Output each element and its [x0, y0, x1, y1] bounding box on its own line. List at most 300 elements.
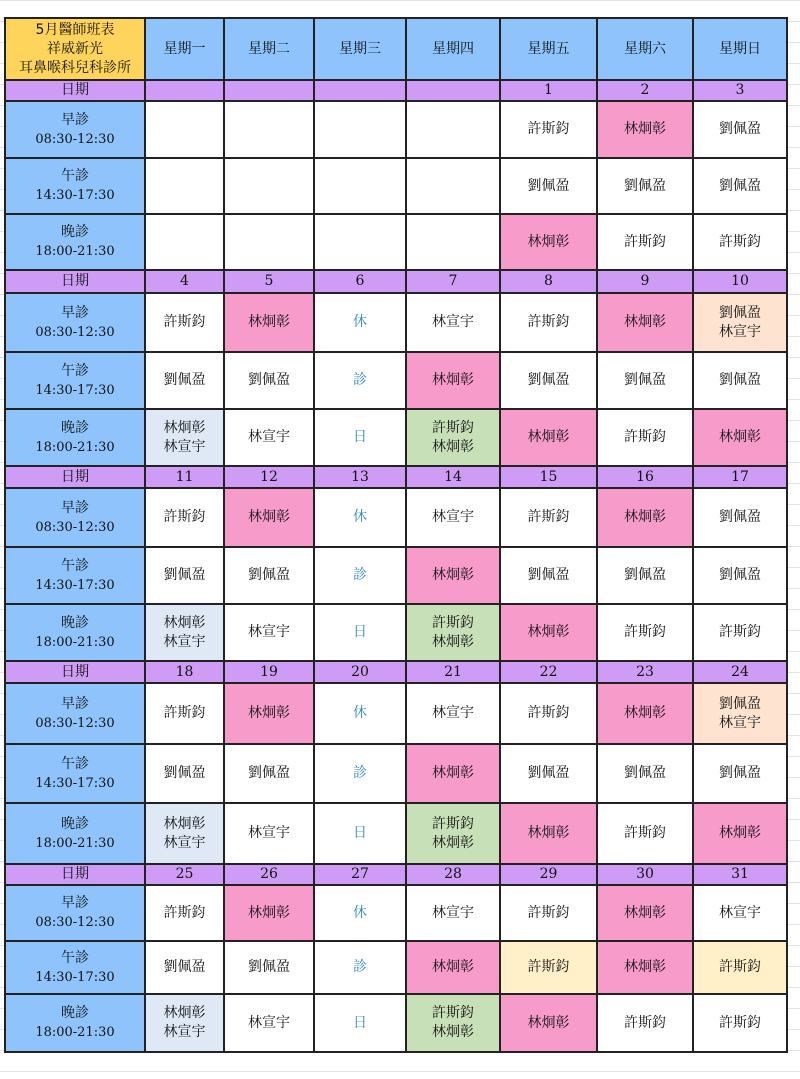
doctor-name: 林炯彰 — [248, 904, 290, 921]
doctor-cell[interactable] — [145, 488, 224, 547]
shift-name: 早診 — [61, 304, 89, 321]
closed-day-cell[interactable] — [314, 994, 406, 1052]
doctor-name: 劉佩盈 — [248, 959, 290, 975]
doctor-name: 林炯彰 — [624, 705, 666, 721]
shift-row — [5, 214, 787, 270]
doctor-name: 許斯鈞 — [624, 1014, 666, 1031]
doctor-cell[interactable] — [500, 683, 597, 744]
date-cell[interactable]: 25 — [145, 864, 224, 885]
shift-label[interactable] — [5, 604, 145, 661]
doctor-name: 劉佩盈 — [624, 177, 666, 194]
doctor-cell[interactable] — [406, 488, 500, 547]
date-cell[interactable]: 31 — [693, 864, 787, 885]
date-label[interactable]: 日期 — [5, 466, 145, 488]
doctor-name: 林宣宇 — [719, 714, 761, 731]
doctor-cell[interactable] — [693, 994, 787, 1052]
date-cell[interactable]: 2 — [597, 80, 693, 101]
date-cell[interactable]: 3 — [693, 80, 787, 101]
doctor-name: 林炯彰 — [719, 825, 761, 841]
doctor-cell[interactable] — [597, 158, 693, 214]
header-row — [5, 18, 787, 80]
date-cell[interactable]: 6 — [314, 270, 406, 293]
doctor-name: 林宣宇 — [163, 834, 206, 851]
date-cell[interactable]: 12 — [224, 466, 314, 488]
doctor-cell[interactable] — [145, 352, 224, 409]
doctor-cell[interactable] — [500, 158, 597, 214]
doctor-name: 林炯彰 — [432, 372, 474, 388]
doctor-name: 許斯鈞 — [163, 314, 206, 330]
shift-label[interactable] — [5, 683, 145, 744]
doctor-cell[interactable] — [145, 803, 224, 864]
doctor-name: 劉佩盈 — [163, 765, 206, 781]
doctor-cell[interactable] — [406, 293, 500, 352]
shift-time: 14:30-17:30 — [35, 969, 115, 985]
shift-time: 14:30-17:30 — [35, 188, 115, 203]
doctor-cell[interactable] — [500, 101, 597, 158]
doctor-name: 劉佩盈 — [248, 567, 290, 583]
shift-label[interactable] — [5, 744, 145, 803]
shift-time: 14:30-17:30 — [35, 577, 115, 593]
title-line: 5月醫師班表 — [35, 21, 115, 38]
doctor-cell[interactable] — [406, 941, 500, 994]
doctor-cell[interactable] — [500, 352, 597, 409]
doctor-name: 劉佩盈 — [624, 372, 666, 388]
doctor-cell[interactable] — [500, 293, 597, 352]
doctor-name: 劉佩盈 — [719, 695, 761, 712]
doctor-cell[interactable] — [314, 214, 406, 270]
shift-name: 晚診 — [61, 614, 89, 631]
doctor-cell[interactable] — [406, 409, 500, 466]
closed-day-cell[interactable] — [314, 547, 406, 604]
date-cell[interactable]: 18 — [145, 661, 224, 683]
closed-day-cell[interactable] — [314, 803, 406, 864]
doctor-cell[interactable] — [406, 352, 500, 409]
shift-time: 18:00-21:30 — [35, 439, 115, 455]
doctor-name: 林宣宇 — [432, 705, 474, 721]
doctor-cell[interactable] — [145, 547, 224, 604]
shift-row — [5, 885, 787, 941]
doctor-cell[interactable] — [597, 488, 693, 547]
day-header[interactable]: 星期三 — [314, 18, 406, 80]
doctor-name: 林宣宇 — [719, 323, 761, 340]
shift-name: 早診 — [61, 895, 89, 911]
shift-label[interactable] — [5, 488, 145, 547]
doctor-name: 林炯彰 — [432, 438, 474, 455]
shift-name: 早診 — [61, 111, 89, 128]
schedule-body — [5, 18, 787, 1052]
closed-label: 日 — [353, 825, 367, 841]
doctor-cell[interactable] — [597, 885, 693, 941]
date-cell[interactable]: 26 — [224, 864, 314, 885]
date-cell[interactable]: 21 — [406, 661, 500, 683]
date-cell[interactable]: 23 — [597, 661, 693, 683]
doctor-cell[interactable] — [406, 885, 500, 941]
title-line: 祥威新光 — [47, 40, 103, 57]
shift-label[interactable] — [5, 352, 145, 409]
shift-row — [5, 158, 787, 214]
closed-day-cell[interactable] — [314, 683, 406, 744]
doctor-cell[interactable] — [224, 744, 314, 803]
doctor-name: 林炯彰 — [163, 419, 206, 436]
doctor-cell[interactable] — [693, 885, 787, 941]
date-row — [5, 80, 787, 101]
doctor-cell[interactable] — [500, 409, 597, 466]
doctor-cell[interactable] — [224, 352, 314, 409]
day-header[interactable]: 星期四 — [406, 18, 500, 80]
date-cell[interactable]: 9 — [597, 270, 693, 293]
doctor-cell[interactable] — [145, 885, 224, 941]
doctor-cell[interactable] — [145, 994, 224, 1052]
date-cell[interactable] — [224, 80, 314, 101]
doctor-cell[interactable] — [145, 214, 224, 270]
date-label[interactable]: 日期 — [5, 270, 145, 293]
doctor-cell[interactable] — [500, 803, 597, 864]
shift-name: 晚診 — [61, 419, 89, 436]
doctor-cell[interactable] — [224, 158, 314, 214]
doctor-name: 許斯鈞 — [527, 705, 570, 721]
shift-label[interactable] — [5, 101, 145, 158]
shift-name: 早診 — [61, 695, 89, 712]
doctor-cell[interactable] — [406, 604, 500, 661]
closed-day-cell[interactable] — [314, 352, 406, 409]
doctor-cell[interactable] — [500, 547, 597, 604]
doctor-cell[interactable] — [500, 994, 597, 1052]
doctor-name: 許斯鈞 — [719, 959, 761, 975]
doctor-cell[interactable] — [693, 803, 787, 864]
doctor-cell[interactable] — [224, 214, 314, 270]
date-cell[interactable]: 19 — [224, 661, 314, 683]
date-cell[interactable]: 15 — [500, 466, 597, 488]
doctor-name: 林炯彰 — [432, 834, 474, 851]
shift-name: 午診 — [61, 168, 89, 184]
doctor-cell[interactable] — [597, 547, 693, 604]
doctor-name: 許斯鈞 — [624, 233, 666, 250]
doctor-name: 林炯彰 — [432, 567, 474, 583]
date-label[interactable]: 日期 — [5, 661, 145, 683]
doctor-cell[interactable] — [500, 885, 597, 941]
closed-label: 診 — [353, 959, 367, 975]
doctor-name: 許斯鈞 — [624, 624, 666, 640]
doctor-name: 林炯彰 — [624, 509, 666, 525]
doctor-name: 劉佩盈 — [719, 121, 761, 137]
shift-label[interactable] — [5, 409, 145, 466]
date-cell[interactable]: 14 — [406, 466, 500, 488]
doctor-name: 劉佩盈 — [719, 765, 761, 781]
date-cell[interactable]: 8 — [500, 270, 597, 293]
shift-name: 早診 — [61, 499, 89, 516]
doctor-cell[interactable] — [500, 941, 597, 994]
closed-label: 日 — [353, 624, 367, 640]
closed-label: 診 — [353, 765, 367, 781]
day-header[interactable]: 星期六 — [597, 18, 693, 80]
doctor-name: 許斯鈞 — [527, 121, 570, 137]
doctor-cell[interactable] — [693, 214, 787, 270]
date-cell[interactable]: 27 — [314, 864, 406, 885]
doctor-cell[interactable] — [693, 293, 787, 352]
date-cell[interactable]: 4 — [145, 270, 224, 293]
shift-row — [5, 744, 787, 803]
doctor-name: 林宣宇 — [248, 624, 290, 640]
doctor-name: 劉佩盈 — [163, 567, 206, 583]
doctor-name: 林宣宇 — [432, 904, 474, 921]
doctor-cell[interactable] — [406, 994, 500, 1052]
shift-label[interactable] — [5, 885, 145, 941]
doctor-name: 許斯鈞 — [719, 233, 761, 250]
shift-row — [5, 683, 787, 744]
doctor-name: 林炯彰 — [624, 121, 666, 137]
doctor-cell[interactable] — [406, 158, 500, 214]
closed-day-cell[interactable] — [314, 409, 406, 466]
date-cell[interactable]: 20 — [314, 661, 406, 683]
doctor-name: 劉佩盈 — [624, 567, 666, 583]
doctor-cell[interactable] — [597, 994, 693, 1052]
closed-label: 日 — [353, 429, 367, 445]
date-cell[interactable]: 1 — [500, 80, 597, 101]
doctor-cell[interactable] — [693, 352, 787, 409]
doctor-cell[interactable] — [145, 409, 224, 466]
doctor-cell[interactable] — [406, 683, 500, 744]
date-cell[interactable]: 11 — [145, 466, 224, 488]
closed-day-cell[interactable] — [314, 885, 406, 941]
doctor-name: 許斯鈞 — [719, 1014, 761, 1031]
day-header[interactable]: 星期五 — [500, 18, 597, 80]
doctor-name: 林炯彰 — [163, 815, 206, 832]
date-cell[interactable]: 13 — [314, 466, 406, 488]
shift-time: 18:00-21:30 — [35, 1025, 115, 1040]
date-cell[interactable]: 17 — [693, 466, 787, 488]
doctor-name: 劉佩盈 — [527, 765, 570, 781]
doctor-cell[interactable] — [597, 101, 693, 158]
doctor-cell[interactable] — [693, 409, 787, 466]
doctor-name: 劉佩盈 — [163, 372, 206, 388]
shift-row — [5, 293, 787, 352]
doctor-cell[interactable] — [597, 293, 693, 352]
date-cell[interactable]: 24 — [693, 661, 787, 683]
doctor-name: 林炯彰 — [527, 1014, 570, 1031]
doctor-cell[interactable] — [693, 101, 787, 158]
doctor-cell[interactable] — [406, 214, 500, 270]
doctor-name: 林炯彰 — [248, 705, 290, 721]
closed-label: 休 — [353, 314, 367, 330]
shift-label[interactable] — [5, 994, 145, 1052]
doctor-name: 劉佩盈 — [163, 959, 206, 975]
doctor-name: 林宣宇 — [719, 904, 761, 921]
shift-time: 18:00-21:30 — [35, 835, 115, 851]
doctor-name: 林炯彰 — [163, 614, 206, 631]
doctor-cell[interactable] — [693, 547, 787, 604]
date-row — [5, 466, 787, 488]
closed-label: 休 — [353, 904, 367, 921]
doctor-cell[interactable] — [145, 744, 224, 803]
shift-time: 14:30-17:30 — [35, 775, 115, 791]
doctor-cell[interactable] — [500, 488, 597, 547]
doctor-cell[interactable] — [500, 604, 597, 661]
doctor-cell[interactable] — [693, 158, 787, 214]
date-row — [5, 270, 787, 293]
doctor-name: 劉佩盈 — [719, 372, 761, 388]
doctor-name: 劉佩盈 — [719, 509, 761, 525]
doctor-cell[interactable] — [224, 488, 314, 547]
doctor-cell[interactable] — [693, 604, 787, 661]
date-cell[interactable]: 22 — [500, 661, 597, 683]
date-cell[interactable]: 29 — [500, 864, 597, 885]
closed-day-cell[interactable] — [314, 941, 406, 994]
date-label[interactable]: 日期 — [5, 80, 145, 101]
doctor-cell[interactable] — [693, 488, 787, 547]
doctor-name: 劉佩盈 — [248, 372, 290, 388]
doctor-cell[interactable] — [597, 409, 693, 466]
shift-row — [5, 994, 787, 1052]
doctor-cell[interactable] — [406, 803, 500, 864]
doctor-name: 許斯鈞 — [527, 314, 570, 330]
date-cell[interactable]: 30 — [597, 864, 693, 885]
date-cell[interactable]: 7 — [406, 270, 500, 293]
doctor-cell[interactable] — [597, 744, 693, 803]
doctor-name: 林炯彰 — [432, 765, 474, 781]
doctor-cell[interactable] — [224, 604, 314, 661]
date-label[interactable]: 日期 — [5, 864, 145, 885]
doctor-name: 林炯彰 — [624, 904, 666, 921]
doctor-cell[interactable] — [597, 941, 693, 994]
doctor-cell[interactable] — [145, 158, 224, 214]
doctor-cell[interactable] — [224, 885, 314, 941]
doctor-cell[interactable] — [145, 101, 224, 158]
doctor-name: 許斯鈞 — [527, 509, 570, 525]
doctor-name: 許斯鈞 — [163, 509, 206, 525]
doctor-cell[interactable] — [224, 994, 314, 1052]
day-header[interactable]: 星期二 — [224, 18, 314, 80]
doctor-name: 許斯鈞 — [432, 815, 474, 832]
shift-time: 08:30-12:30 — [35, 519, 115, 535]
day-header[interactable]: 星期日 — [693, 18, 787, 80]
doctor-cell[interactable] — [406, 744, 500, 803]
shift-label[interactable] — [5, 293, 145, 352]
doctor-cell[interactable] — [145, 293, 224, 352]
doctor-name: 許斯鈞 — [432, 1005, 474, 1021]
closed-label: 休 — [353, 705, 367, 721]
date-cell[interactable]: 28 — [406, 864, 500, 885]
doctor-name: 許斯鈞 — [163, 705, 206, 721]
doctor-cell[interactable] — [597, 604, 693, 661]
date-cell[interactable] — [145, 80, 224, 101]
doctor-cell[interactable] — [145, 941, 224, 994]
doctor-name: 林炯彰 — [624, 314, 666, 330]
doctor-cell[interactable] — [145, 604, 224, 661]
date-row — [5, 661, 787, 683]
date-cell[interactable]: 16 — [597, 466, 693, 488]
closed-label: 休 — [353, 509, 367, 525]
shift-row — [5, 941, 787, 994]
date-cell[interactable] — [314, 80, 406, 101]
shift-time: 08:30-12:30 — [35, 131, 115, 147]
doctor-cell[interactable] — [693, 683, 787, 744]
shift-label[interactable] — [5, 803, 145, 864]
doctor-cell[interactable] — [500, 744, 597, 803]
doctor-cell[interactable] — [597, 352, 693, 409]
doctor-name: 林炯彰 — [527, 825, 570, 841]
date-cell[interactable] — [406, 80, 500, 101]
shift-name: 晚診 — [61, 1005, 89, 1021]
doctor-name: 林宣宇 — [248, 1014, 290, 1031]
closed-label: 診 — [353, 567, 367, 583]
doctor-cell[interactable] — [597, 803, 693, 864]
doctor-cell[interactable] — [406, 547, 500, 604]
shift-name: 晚診 — [61, 224, 89, 240]
shift-name: 晚診 — [61, 815, 89, 832]
doctor-cell[interactable] — [597, 214, 693, 270]
shift-name: 午診 — [61, 755, 89, 772]
doctor-cell[interactable] — [314, 158, 406, 214]
shift-time: 18:00-21:30 — [35, 244, 115, 259]
schedule-title[interactable] — [5, 18, 145, 80]
shift-row — [5, 803, 787, 864]
closed-day-cell[interactable] — [314, 488, 406, 547]
doctor-name: 許斯鈞 — [432, 614, 474, 631]
doctor-name: 林炯彰 — [527, 233, 570, 250]
shift-name: 午診 — [61, 557, 89, 574]
doctor-name: 許斯鈞 — [624, 429, 666, 445]
shift-row — [5, 352, 787, 409]
doctor-name: 劉佩盈 — [719, 567, 761, 583]
doctor-cell[interactable] — [224, 941, 314, 994]
shift-row — [5, 604, 787, 661]
doctor-cell[interactable] — [597, 683, 693, 744]
doctor-cell[interactable] — [224, 101, 314, 158]
doctor-name: 劉佩盈 — [527, 372, 570, 388]
date-row — [5, 864, 787, 885]
shift-label[interactable] — [5, 214, 145, 270]
day-header[interactable]: 星期一 — [145, 18, 224, 80]
closed-day-cell[interactable] — [314, 293, 406, 352]
title-line: 耳鼻喉科兒科診所 — [19, 59, 131, 76]
shift-label[interactable] — [5, 158, 145, 214]
doctor-name: 許斯鈞 — [624, 825, 666, 841]
shift-row — [5, 547, 787, 604]
doctor-name: 林炯彰 — [163, 1005, 206, 1021]
closed-day-cell[interactable] — [314, 744, 406, 803]
shift-label[interactable] — [5, 547, 145, 604]
closed-day-cell[interactable] — [314, 604, 406, 661]
shift-time: 08:30-12:30 — [35, 915, 115, 930]
doctor-name: 林炯彰 — [624, 959, 666, 975]
doctor-cell[interactable] — [406, 101, 500, 158]
shift-label[interactable] — [5, 941, 145, 994]
doctor-name: 劉佩盈 — [527, 177, 570, 194]
date-cell[interactable]: 5 — [224, 270, 314, 293]
doctor-cell[interactable] — [314, 101, 406, 158]
doctor-cell[interactable] — [693, 941, 787, 994]
doctor-name: 林炯彰 — [248, 314, 290, 330]
doctor-cell[interactable] — [693, 744, 787, 803]
shift-time: 18:00-21:30 — [35, 634, 115, 650]
shift-time: 08:30-12:30 — [35, 715, 115, 731]
schedule-table — [4, 17, 788, 1053]
doctor-name: 林炯彰 — [527, 429, 570, 445]
doctor-cell[interactable] — [500, 214, 597, 270]
doctor-cell[interactable] — [224, 293, 314, 352]
shift-row — [5, 101, 787, 158]
doctor-cell[interactable] — [224, 803, 314, 864]
doctor-cell[interactable] — [224, 547, 314, 604]
date-cell[interactable]: 10 — [693, 270, 787, 293]
doctor-cell[interactable] — [224, 409, 314, 466]
doctor-name: 林宣宇 — [163, 633, 206, 650]
doctor-name: 許斯鈞 — [163, 904, 206, 921]
doctor-cell[interactable] — [224, 683, 314, 744]
doctor-cell[interactable] — [145, 683, 224, 744]
doctor-name: 林炯彰 — [432, 959, 474, 975]
doctor-name: 林宣宇 — [432, 509, 474, 525]
